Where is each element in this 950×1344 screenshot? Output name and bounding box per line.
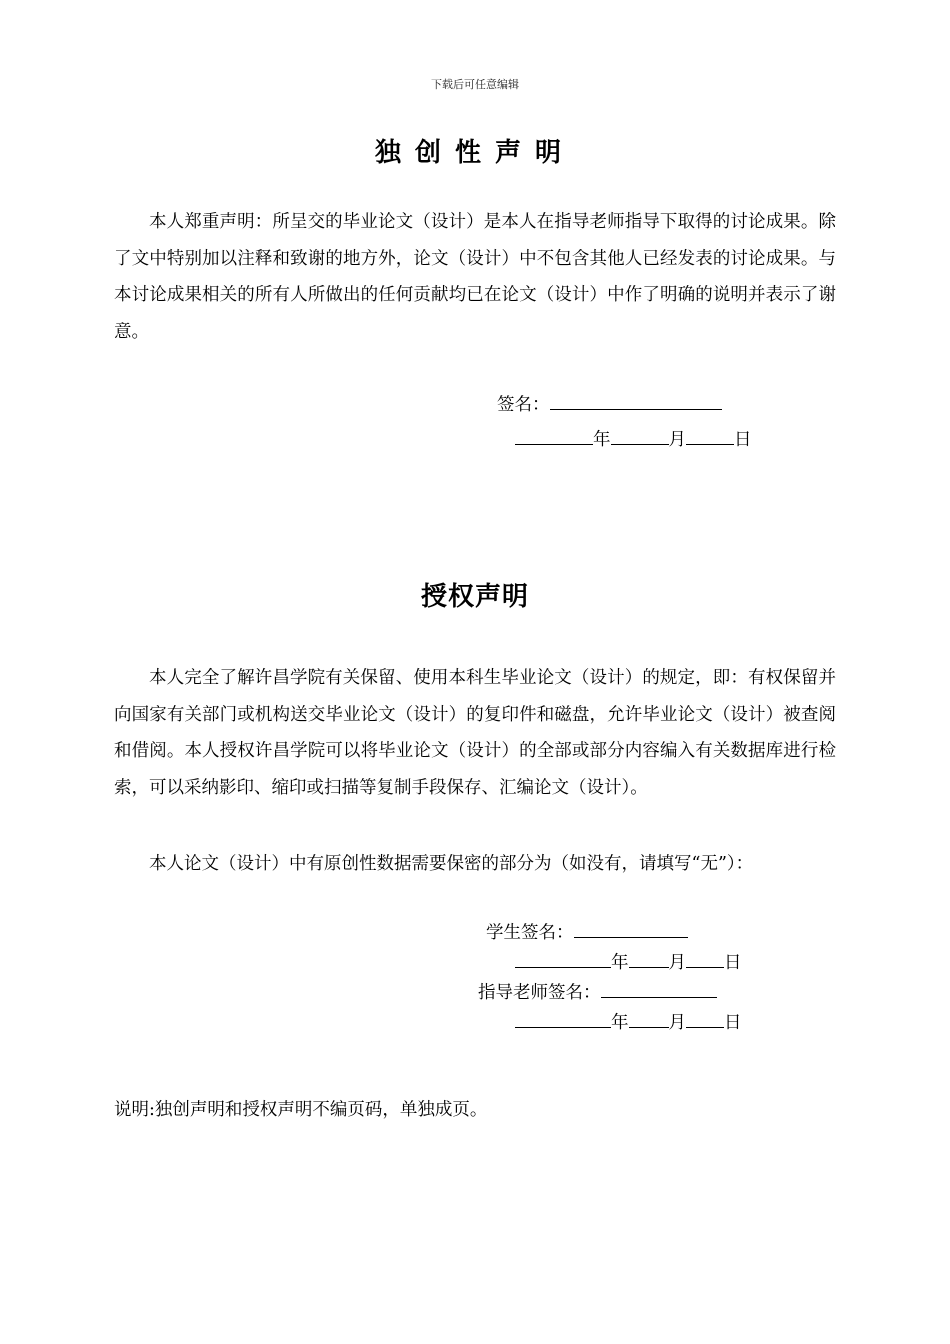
- advisor-signature-blank[interactable]: [601, 980, 717, 998]
- student-day-blank[interactable]: [686, 950, 724, 968]
- day-label: 日: [734, 430, 752, 450]
- footer-note: 说明:独创声明和授权声明不编页码，单独成页。: [114, 1100, 488, 1120]
- originality-body: 本人郑重声明：所呈交的毕业论文（设计）是本人在指导老师指导下取得的讨论成果。除了文中特别加以注释和致谢的地方外，论文（设计）中不包含其他人已经发表的讨论成果。与本讨论成果相关的所有人所做出的任何贡献均已在论文（设计）中作了明确的说明并表示了谢意。: [114, 212, 836, 342]
- authorization-body: 本人完全了解许昌学院有关保留、使用本科生毕业论文（设计）的规定，即：有权保留并向国家有关部门或机构送交毕业论文（设计）的复印件和磁盘，允许毕业论文（设计）被查阅和借阅。本人授权许昌学院可以将毕业论文（设计）的全部或部分内容编入有关数据库进行检索，可以采纳影印、缩印或扫描等复制手段保存、汇编论文（设计）。: [114, 668, 836, 798]
- student-date-row: [515, 950, 742, 975]
- month-label: 月: [668, 430, 686, 450]
- student-signature-row: [486, 920, 688, 945]
- confidential-statement: 本人论文（设计）中有原创性数据需要保密的部分为（如没有，请填写“无”）：: [149, 854, 754, 874]
- year-label: 年: [611, 953, 629, 973]
- advisor-signature-label: 指导老师签名：: [478, 983, 601, 1003]
- day-blank[interactable]: [686, 427, 734, 445]
- month-label: 月: [668, 953, 686, 973]
- originality-title: 独创性声明: [374, 138, 575, 168]
- advisor-year-blank[interactable]: [515, 1010, 611, 1028]
- month-blank[interactable]: [611, 427, 669, 445]
- signature-blank[interactable]: [550, 392, 722, 410]
- originality-date-row: [515, 427, 752, 452]
- authorization-title: 授权声明: [420, 582, 529, 612]
- year-label: 年: [611, 1013, 629, 1033]
- year-label: 年: [593, 430, 611, 450]
- student-signature-blank[interactable]: [574, 920, 688, 938]
- day-label: 日: [724, 953, 742, 973]
- advisor-day-blank[interactable]: [686, 1010, 724, 1028]
- signature-label: 签名：: [497, 395, 550, 415]
- day-label: 日: [724, 1013, 742, 1033]
- advisor-date-row: [515, 1010, 742, 1035]
- header-note: 下载后可任意编辑: [431, 78, 519, 91]
- advisor-month-blank[interactable]: [629, 1010, 669, 1028]
- advisor-signature-row: [478, 980, 717, 1005]
- originality-signature-row: [497, 392, 722, 417]
- student-month-blank[interactable]: [629, 950, 669, 968]
- student-signature-label: 学生签名：: [486, 923, 574, 943]
- month-label: 月: [668, 1013, 686, 1033]
- student-year-blank[interactable]: [515, 950, 611, 968]
- year-blank[interactable]: [515, 427, 593, 445]
